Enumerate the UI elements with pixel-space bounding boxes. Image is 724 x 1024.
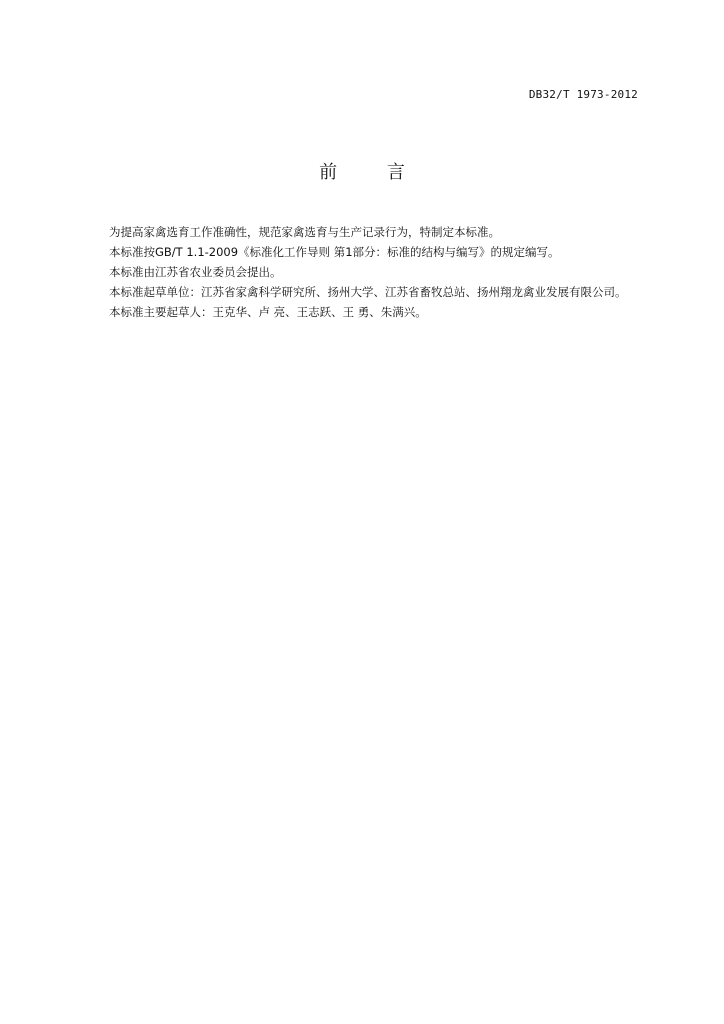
page-title: 前 言 bbox=[319, 162, 427, 183]
paragraph-drafting-units: 本标准起草单位：江苏省家禽科学研究所、扬州大学、江苏省畜牧总站、扬州翔龙禽业发展有限公司。 bbox=[109, 285, 627, 299]
paragraph-drafting-rules: 本标准按GB/T 1.1-2009《标准化工作导则 第1部分：标准的结构与编写》的规定编写。 bbox=[109, 245, 560, 259]
paragraph-purpose: 为提高家禽选育工作准确性，规范家禽选育与生产记录行为，特制定本标准。 bbox=[109, 225, 500, 239]
paragraph-proposer: 本标准由江苏省农业委员会提出。 bbox=[109, 265, 282, 279]
standard-code: DB32/T 1973-2012 bbox=[528, 88, 638, 101]
foreword-body bbox=[86, 222, 660, 322]
paragraph-drafters: 本标准主要起草人：王克华、卢 亮、王志跃、王 勇、朱满兴。 bbox=[109, 305, 427, 319]
